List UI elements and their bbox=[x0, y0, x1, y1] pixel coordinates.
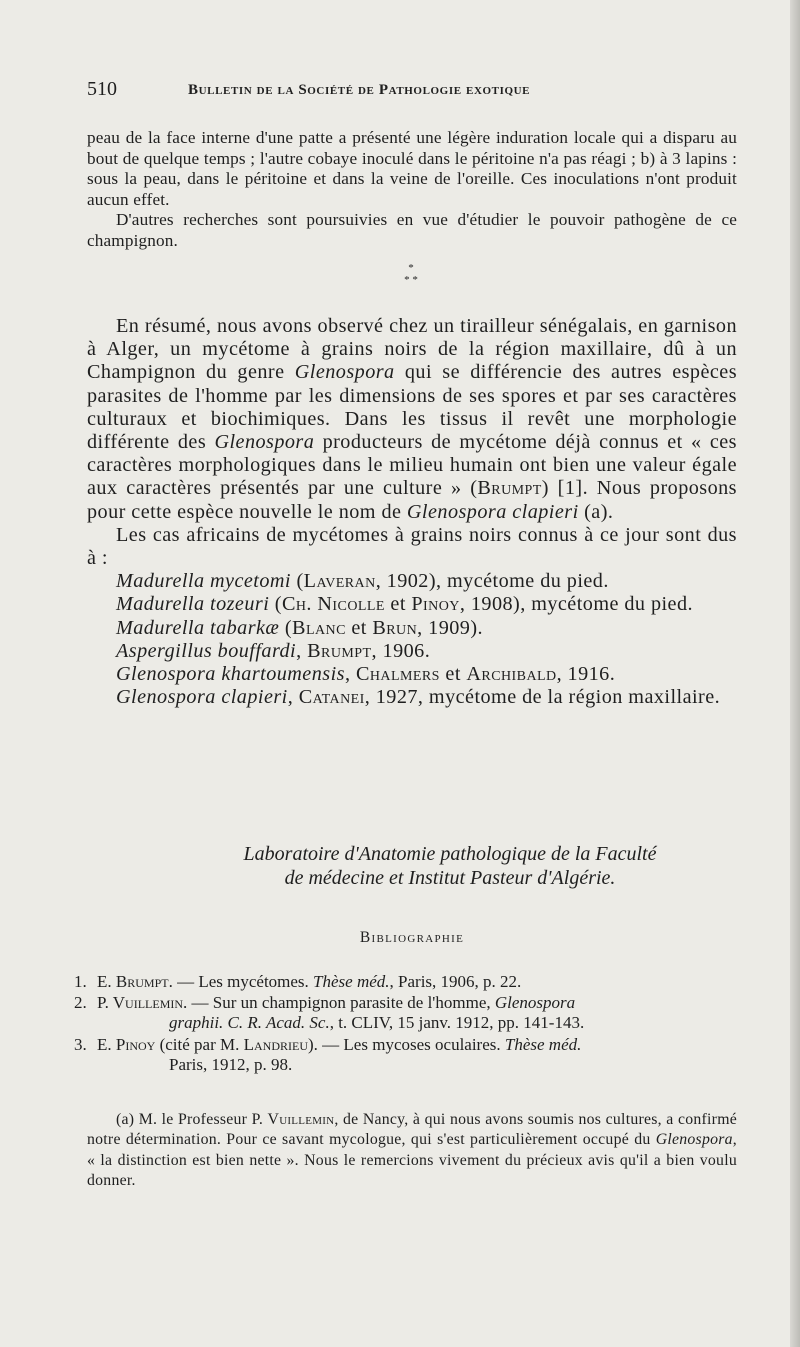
author-name: Pinoy bbox=[411, 593, 460, 616]
summary-text-d: ) [1]. Nous proposons pour cette espèce nouvelle le nom de bbox=[87, 477, 737, 523]
page-number: 510 bbox=[87, 78, 117, 100]
author-name: E. Brumpt bbox=[97, 972, 169, 991]
case-item: Madurella mycetomi (Laveran, 1902), mycétome du pied. bbox=[116, 570, 609, 593]
section-separator bbox=[394, 262, 428, 286]
author-name: Chalmers bbox=[355, 663, 440, 686]
affiliation-line-2: de médecine et Institut Pasteur d'Algérie. bbox=[284, 867, 616, 889]
bibliography-heading: Bibliographie bbox=[359, 929, 465, 946]
footnote-ref: (a). bbox=[584, 500, 614, 523]
running-header bbox=[87, 78, 747, 104]
summary-text-c: producteurs de mycétome déjà connus et « ces caractères morphologiques dans le milieu humain ont bien une valeur égale aux caractères présentés par une culture » ( bbox=[87, 431, 737, 500]
genus-name: Glenospora bbox=[214, 431, 315, 454]
species-name: Glenospora clapieri bbox=[406, 500, 579, 523]
entry-number: 2. bbox=[74, 993, 87, 1012]
summary-section bbox=[87, 315, 737, 709]
entry-number: 3. bbox=[74, 1035, 87, 1054]
bibliography-entry: 1. E. Brumpt. — Les mycétomes. Thèse méd., Paris, 1906, p. 22. bbox=[74, 972, 522, 991]
species-name: Aspergillus bouffardi bbox=[116, 639, 297, 662]
author-name: P. Vuillemin bbox=[97, 993, 184, 1012]
bibliography-entry: 2. P. Vuillemin. — Sur un champignon parasite de l'homme, Glenospora graphii. C. R. Acad. Sc., t. CLIV, 15 janv. 1912, pp. 141-143. bbox=[74, 993, 585, 1032]
author-name: Laveran bbox=[303, 570, 376, 593]
paragraph-continuation: peau de la face interne d'une patte a présenté une légère induration locale qui a disparu au bout de quelque temps ; l'autre cobaye inoculé dans le péritoine n'a pas réagi ; b) à 3 lapins : sous la peau, dans le péritoine et dans la veine de l'oreille. Ces inoculations n'ont produit aucun effet. bbox=[87, 128, 737, 209]
paragraph-research: D'autres recherches sont poursuivies en vue d'étudier le pouvoir pathogène de ce champignon. bbox=[87, 210, 737, 250]
case-item: Glenospora clapieri, Catanei, 1927, mycétome de la région maxillaire. bbox=[116, 686, 721, 709]
author-name: Ch. Nicolle bbox=[281, 593, 385, 616]
author-name: Brumpt bbox=[477, 477, 542, 500]
author-name: Landrieu bbox=[243, 1035, 309, 1054]
intro-paragraph bbox=[87, 128, 737, 251]
footnote-text: (a) M. le Professeur P. Vuillemin, de Nancy, à qui nous avons soumis nos cultures, a confirmé notre détermination. Pour ce savant mycologue, qui s'est particulièrement occupé du Glenospora, « la distinction est bien nette ». Nous le remercions vivement du précieux avis qu'il a bien voulu donner. bbox=[87, 1111, 737, 1190]
author-name: Catanei bbox=[298, 686, 365, 709]
species-name: Glenospora khartoumensis bbox=[116, 663, 345, 686]
summary-paragraph bbox=[87, 315, 737, 524]
affiliation-line-1: Laboratoire d'Anatomie pathologique de la Faculté bbox=[243, 843, 657, 865]
author-name: Vuillemin bbox=[267, 1111, 335, 1128]
footnote bbox=[87, 1110, 737, 1192]
stars-bottom: * * bbox=[404, 274, 418, 286]
case-item: Madurella tozeuri (Ch. Nicolle et Pinoy, 1908), mycétome du pied. bbox=[116, 593, 694, 616]
case-item: Madurella tabarkæ (Blanc et Brun, 1909). bbox=[116, 616, 483, 639]
entry-number: 1. bbox=[74, 972, 87, 991]
affiliation bbox=[160, 842, 740, 890]
genus-name: Glenospora bbox=[294, 361, 395, 384]
species-name: Madurella tozeuri bbox=[116, 593, 270, 616]
genus-name: Glenospora bbox=[655, 1131, 733, 1149]
species-name: Madurella mycetomi bbox=[116, 570, 291, 593]
summary-text-b: qui se différencie des autres espèces parasites de l'homme par les dimensions de ses spores et par ses caractères culturaux et biochimiques. Dans les tissus il revêt une morphologie différente des bbox=[87, 361, 737, 454]
author-name: Blanc bbox=[292, 616, 346, 639]
case-item: Aspergillus bouffardi, Brumpt, 1906. bbox=[116, 639, 431, 662]
cases-intro: Les cas africains de mycétomes à grains noirs connus à ce jour sont dus à : bbox=[87, 523, 737, 570]
author-name: Archibald bbox=[466, 663, 557, 686]
bibliography-entry: 3. E. Pinoy (cité par M. Landrieu). — Les mycoses oculaires. Thèse méd. Paris, 1912, p. 98. bbox=[74, 1035, 582, 1074]
species-name: Glenospora clapieri bbox=[116, 686, 288, 709]
case-item: Glenospora khartoumensis, Chalmers et Archibald, 1916. bbox=[116, 663, 616, 686]
author-name: E. Pinoy bbox=[97, 1035, 156, 1054]
author-name: Brun bbox=[372, 616, 418, 639]
summary-text-a: En résumé, nous avons observé chez un tirailleur sénégalais, en garnison à Alger, un mycétome à grains noirs de la région maxillaire, dû à un Champignon du genre bbox=[87, 315, 737, 384]
species-name: Madurella tabarkæ bbox=[116, 616, 280, 639]
author-name: Brumpt bbox=[307, 639, 372, 662]
page-edge-shadow bbox=[790, 0, 800, 1347]
running-title: Bulletin de la Société de Pathologie exotique bbox=[188, 82, 531, 98]
star-top: * bbox=[408, 262, 414, 274]
